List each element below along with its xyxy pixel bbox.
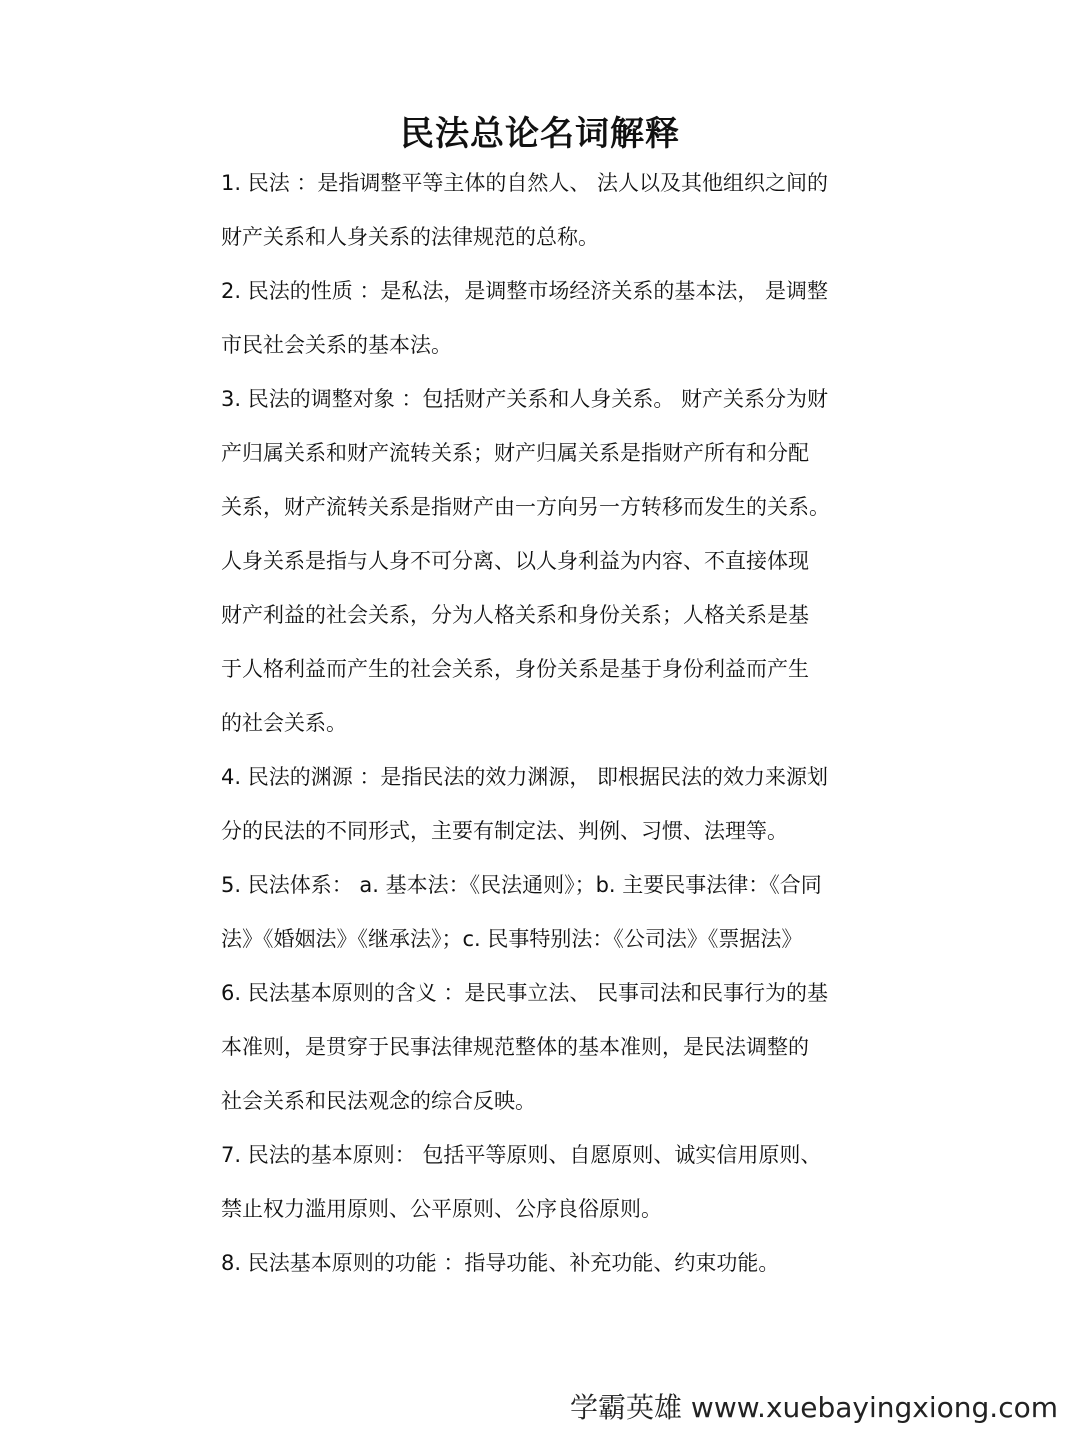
text-line: 1. 民法 ：是指调整平等主体的自然人、 法人以及其他组织之间的 — [221, 171, 829, 195]
text-line: 市民社会关系的基本法。 — [221, 333, 452, 357]
watermark-footer: 学霸英雄 www.xuebayingxiong.com — [570, 1391, 1058, 1424]
text-line: 本准则，是贯穿于民事法律规范整体的基本准则，是民法调整的 — [221, 1035, 809, 1059]
text-line: 7. 民法的基本原则： 包括平等原则、自愿原则、诚实信用原则、 — [221, 1143, 822, 1167]
text-line: 5. 民法体系： a. 基本法：《民法通则》；b. 主要民事法律：《合同 — [221, 873, 822, 897]
text-line: 于人格利益而产生的社会关系，身份关系是基于身份利益而产生 — [221, 657, 809, 681]
text-line: 6. 民法基本原则的含义 ：是民事立法、 民事司法和民事行为的基 — [221, 981, 829, 1005]
text-line: 分的民法的不同形式，主要有制定法、判例、习惯、法理等。 — [221, 819, 788, 843]
text-line: 禁止权力滥用原则、公平原则、公序良俗原则。 — [221, 1197, 662, 1221]
text-line: 4. 民法的渊源 ：是指民法的效力渊源， 即根据民法的效力来源划 — [221, 765, 829, 789]
page-title: 民法总论名词解释 — [400, 114, 680, 154]
document-body — [221, 156, 911, 1290]
text-line: 的社会关系。 — [221, 711, 347, 735]
text-line: 产归属关系和财产流转关系；财产归属关系是指财产所有和分配 — [221, 441, 809, 465]
text-line: 关系，财产流转关系是指财产由一方向另一方转移而发生的关系。 — [221, 495, 830, 519]
text-line: 人身关系是指与人身不可分离、以人身利益为内容、不直接体现 — [221, 549, 809, 573]
text-line: 8. 民法基本原则的功能 ：指导功能、补充功能、约束功能。 — [221, 1251, 780, 1275]
text-line: 社会关系和民法观念的综合反映。 — [221, 1089, 536, 1113]
text-line: 法》《婚姻法》《继承法》；c. 民事特别法：《公司法》《票据法》 — [221, 927, 803, 951]
text-line: 3. 民法的调整对象 ：包括财产关系和人身关系。 财产关系分为财 — [221, 387, 829, 411]
text-line: 财产利益的社会关系，分为人格关系和身份关系；人格关系是基 — [221, 603, 809, 627]
text-line: 财产关系和人身关系的法律规范的总称。 — [221, 225, 599, 249]
text-line: 2. 民法的性质 ：是私法，是调整市场经济关系的基本法， 是调整 — [221, 279, 829, 303]
